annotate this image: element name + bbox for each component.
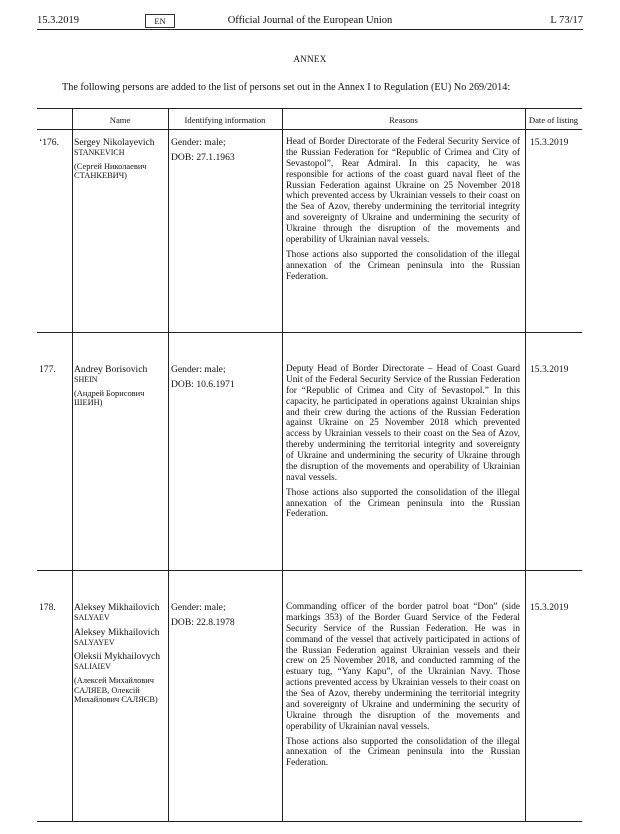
reason-paragraph: Head of Border Directorate of the Federal Security Service of the Russian Federation for “Republic of Crimea and City of Sevastopol”, Rear Admiral. In this capacity, he was responsible for actions of the coast guard naval fleet of the Russian Federation against Ukraine on 25 November 2018 which prevented access by Ukrainian vessels to their coast on the Sea of Azov, thereby undermining the territorial integrity and sovereignty of Ukraine and undermining the security of Ukraine through the disruption of the movements and operability of Ukrainian naval vessels. (286, 137, 520, 245)
cyrillic-name: (Алексей Михайлович САЛЯЕВ, Олексій Михайлович САЛЯЄВ) (74, 675, 158, 705)
gender: Gender: male; (171, 364, 226, 375)
date-of-listing: 15.3.2019 (530, 364, 569, 375)
gender: Gender: male; (171, 137, 226, 148)
given-names: Andrey Borisovich (74, 364, 148, 375)
date-of-birth: DOB: 10.6.1971 (171, 379, 235, 391)
column-divider (168, 109, 169, 821)
identifying-info (171, 602, 279, 628)
listing-reasons (286, 602, 520, 769)
surname: STANKEVICH (74, 148, 125, 158)
journal-title: Official Journal of the European Union (227, 15, 393, 26)
date-of-birth: DOB: 27.1.1963 (171, 152, 235, 164)
column-header-reasons: Reasons (389, 115, 418, 125)
alias-surname: SALIAIEV (74, 662, 111, 672)
row-divider (37, 570, 582, 571)
cyrillic-name: (Андрей Борисович ШЕИН) (74, 388, 145, 408)
listing-reasons (286, 364, 520, 520)
date-of-listing: 15.3.2019 (530, 602, 569, 613)
person-name (74, 364, 166, 408)
row-divider (37, 332, 582, 333)
entry-number: 177. (39, 364, 56, 375)
reason-paragraph: Those actions also supported the consolidation of the illegal annexation of the Crimean peninsula into the Russian Federation. (286, 487, 520, 520)
reason-paragraph: Those actions also supported the consolidation of the illegal annexation of the Crimean peninsula into the Russian Federation. (286, 249, 520, 282)
alias-given-names: Aleksey Mikhailovich (74, 626, 160, 638)
cyrillic-name: (Сергей Николаевич СТАНКЕВИЧ) (74, 161, 147, 181)
persons-table (37, 108, 582, 822)
column-divider (525, 109, 526, 821)
listing-reasons (286, 137, 520, 282)
identifying-info (171, 364, 279, 390)
reason-paragraph: Commanding officer of the border patrol boat “Don” (side markings 353) of the Border Guard Service of the Federal Security Service of the Russian Federation. He was in command of the vessel that actively participated in actions of the Russian Federation against Ukrainian vessels and their crew on 25 November 2018, and conducted ramming of the estuary tug, “Yany Kapu”, of the Ukrainian Navy. Those actions prevented access by Ukrainian vessels to their coast on the Sea of Azov, thereby undermining the territorial integrity and sovereignty of Ukraine and undermining the security of Ukraine through the disruption of the movements and operability of Ukrainian naval vessels. (286, 602, 520, 732)
given-names: Aleksey Mikhailovich (74, 602, 160, 613)
surname: SHEIN (74, 375, 98, 385)
header-date: 15.3.2019 (37, 15, 79, 26)
reason-paragraph: Deputy Head of Border Directorate – Head of Coast Guard Unit of the Federal Security Service of the Russian Federation for “Republic of Crimea and City of Sevastopol.” In this capacity, he participated in operations against Ukrainian ships and their crew during the actions of the Russian Federation against Ukraine on 25 November 2018 which prevented access by Ukrainian vessels to their coast on the Sea of Azov, thereby undermining the territorial integrity and sovereignty of Ukraine and undermining the security of Ukraine through the disruption of the movements and operability of Ukrainian naval vessels. (286, 364, 520, 483)
intro-text: The following persons are added to the list of persons set out in the Annex I to Regulation (EU) No 269/2014: (62, 82, 511, 93)
column-divider (282, 109, 283, 821)
column-header-ident: Identifying information (184, 115, 266, 125)
date-of-listing: 15.3.2019 (530, 137, 569, 148)
person-name (74, 137, 166, 181)
reason-paragraph: Those actions also supported the consolidation of the illegal annexation of the Crimean peninsula into the Russian Federation. (286, 736, 520, 769)
date-of-birth: DOB: 22.8.1978 (171, 617, 235, 629)
entry-number: 178. (39, 602, 56, 613)
column-header-date: Date of listing (528, 115, 579, 125)
column-divider (72, 109, 73, 821)
annex-title: ANNEX (293, 54, 327, 64)
page-number: L 73/17 (550, 15, 583, 26)
identifying-info (171, 137, 279, 163)
given-names: Sergey Nikolayevich (74, 137, 155, 148)
alias-surname: SALYAYEV (74, 637, 115, 647)
column-header-name: Name (109, 115, 131, 125)
gender: Gender: male; (171, 602, 226, 613)
person-name (74, 602, 166, 705)
page-header (37, 13, 583, 30)
surname: SALYAEV (74, 613, 110, 623)
entry-number: ‘176. (39, 137, 59, 148)
language-badge: EN (145, 14, 175, 28)
row-divider (37, 129, 582, 130)
alias-given-names: Oleksii Mykhailovych (74, 651, 161, 663)
